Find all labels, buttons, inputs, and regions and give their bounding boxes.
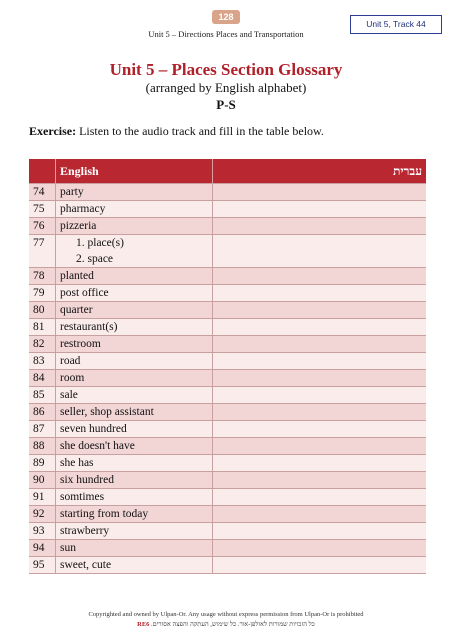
hebrew-answer-cell[interactable] [213, 336, 427, 353]
copyright-hebrew [0, 621, 452, 628]
row-number: 83 [29, 353, 56, 370]
hebrew-answer-cell[interactable] [213, 438, 427, 455]
hebrew-answer-cell[interactable] [213, 235, 427, 268]
row-number: 76 [29, 218, 56, 235]
row-number: 77 [29, 235, 56, 268]
row-number: 82 [29, 336, 56, 353]
english-term: room [56, 370, 213, 387]
english-term: she doesn't have [56, 438, 213, 455]
exercise-text: Listen to the audio track and fill in the table below. [76, 124, 324, 138]
audio-track-label[interactable]: Unit 5, Track 44 [350, 15, 442, 34]
table-row [29, 523, 426, 540]
header-number [29, 159, 56, 184]
english-term: post office [56, 285, 213, 302]
hebrew-answer-cell[interactable] [213, 268, 427, 285]
row-number: 91 [29, 489, 56, 506]
hebrew-answer-cell[interactable] [213, 540, 427, 557]
table-row [29, 235, 426, 268]
english-term: road [56, 353, 213, 370]
term-subitem: 2. space [76, 253, 114, 265]
english-term [56, 235, 213, 268]
english-term: restroom [56, 336, 213, 353]
table-row [29, 506, 426, 523]
header-english: English [56, 159, 213, 184]
page-number-badge: 128 [212, 10, 240, 24]
row-number: 90 [29, 472, 56, 489]
hebrew-answer-cell[interactable] [213, 421, 427, 438]
row-number: 80 [29, 302, 56, 319]
row-number: 81 [29, 319, 56, 336]
hebrew-answer-cell[interactable] [213, 285, 427, 302]
english-term: planted [56, 268, 213, 285]
row-number: 92 [29, 506, 56, 523]
row-number: 74 [29, 184, 56, 201]
hebrew-answer-cell[interactable] [213, 218, 427, 235]
row-number: 88 [29, 438, 56, 455]
row-number: 78 [29, 268, 56, 285]
row-number: 87 [29, 421, 56, 438]
table-row [29, 421, 426, 438]
table-row [29, 540, 426, 557]
english-term: quarter [56, 302, 213, 319]
glossary-table [29, 159, 426, 574]
hebrew-answer-cell[interactable] [213, 387, 427, 404]
table-row [29, 285, 426, 302]
english-term: seller, shop assistant [56, 404, 213, 421]
term-subitem: 1. place(s) [76, 237, 124, 249]
table-row [29, 370, 426, 387]
table-row [29, 319, 426, 336]
table-row [29, 472, 426, 489]
row-number: 84 [29, 370, 56, 387]
table-row [29, 184, 426, 201]
table-row [29, 353, 426, 370]
header-hebrew: עברית [213, 159, 427, 184]
english-term: sale [56, 387, 213, 404]
copyright-hebrew-text: כל הזכויות שמורות לאולפן-אור. כל שימוש, העתקה והפצה אסורים. [151, 621, 315, 628]
hebrew-answer-cell[interactable] [213, 523, 427, 540]
row-number: 93 [29, 523, 56, 540]
row-number: 94 [29, 540, 56, 557]
row-number: 95 [29, 557, 56, 574]
term-sublist [60, 235, 208, 267]
english-term: pharmacy [56, 201, 213, 218]
copyright-english: Copyrighted and owned by Ulpan-Or. Any usage without express permission from Ulpan-Or is prohibited [88, 611, 364, 618]
english-term: seven hundred [56, 421, 213, 438]
english-term: sun [56, 540, 213, 557]
hebrew-answer-cell[interactable] [213, 201, 427, 218]
table-row [29, 489, 426, 506]
hebrew-answer-cell[interactable] [213, 455, 427, 472]
english-term: strawberry [56, 523, 213, 540]
hebrew-answer-cell[interactable] [213, 319, 427, 336]
hebrew-answer-cell[interactable] [213, 404, 427, 421]
table-row [29, 387, 426, 404]
document-code: RE6 [137, 621, 150, 628]
page-title: Unit 5 – Places Section Glossary [109, 60, 343, 79]
page-subtitle: (arranged by English alphabet) [145, 80, 307, 95]
table-row [29, 302, 426, 319]
hebrew-answer-cell[interactable] [213, 506, 427, 523]
table-row [29, 201, 426, 218]
english-term: sweet, cute [56, 557, 213, 574]
row-number: 79 [29, 285, 56, 302]
glossary-body [29, 184, 426, 574]
table-row [29, 455, 426, 472]
exercise-label: Exercise: [29, 124, 77, 138]
english-term: pizzeria [56, 218, 213, 235]
english-term: restaurant(s) [56, 319, 213, 336]
row-number: 86 [29, 404, 56, 421]
english-term: somtimes [56, 489, 213, 506]
english-term: starting from today [56, 506, 213, 523]
running-header: Unit 5 – Directions Places and Transportation [148, 29, 304, 39]
table-row [29, 438, 426, 455]
row-number: 75 [29, 201, 56, 218]
hebrew-answer-cell[interactable] [213, 184, 427, 201]
english-term: party [56, 184, 213, 201]
row-number: 89 [29, 455, 56, 472]
exercise-instruction [29, 124, 324, 139]
english-term: she has [56, 455, 213, 472]
hebrew-answer-cell[interactable] [213, 353, 427, 370]
english-term: six hundred [56, 472, 213, 489]
table-row [29, 268, 426, 285]
table-row [29, 404, 426, 421]
hebrew-answer-cell[interactable] [213, 472, 427, 489]
hebrew-answer-cell[interactable] [213, 489, 427, 506]
table-row [29, 218, 426, 235]
table-header-row [29, 159, 426, 184]
table-row [29, 557, 426, 574]
hebrew-answer-cell[interactable] [213, 557, 427, 574]
letter-range: P-S [216, 97, 236, 112]
table-row [29, 336, 426, 353]
hebrew-answer-cell[interactable] [213, 302, 427, 319]
row-number: 85 [29, 387, 56, 404]
hebrew-answer-cell[interactable] [213, 370, 427, 387]
